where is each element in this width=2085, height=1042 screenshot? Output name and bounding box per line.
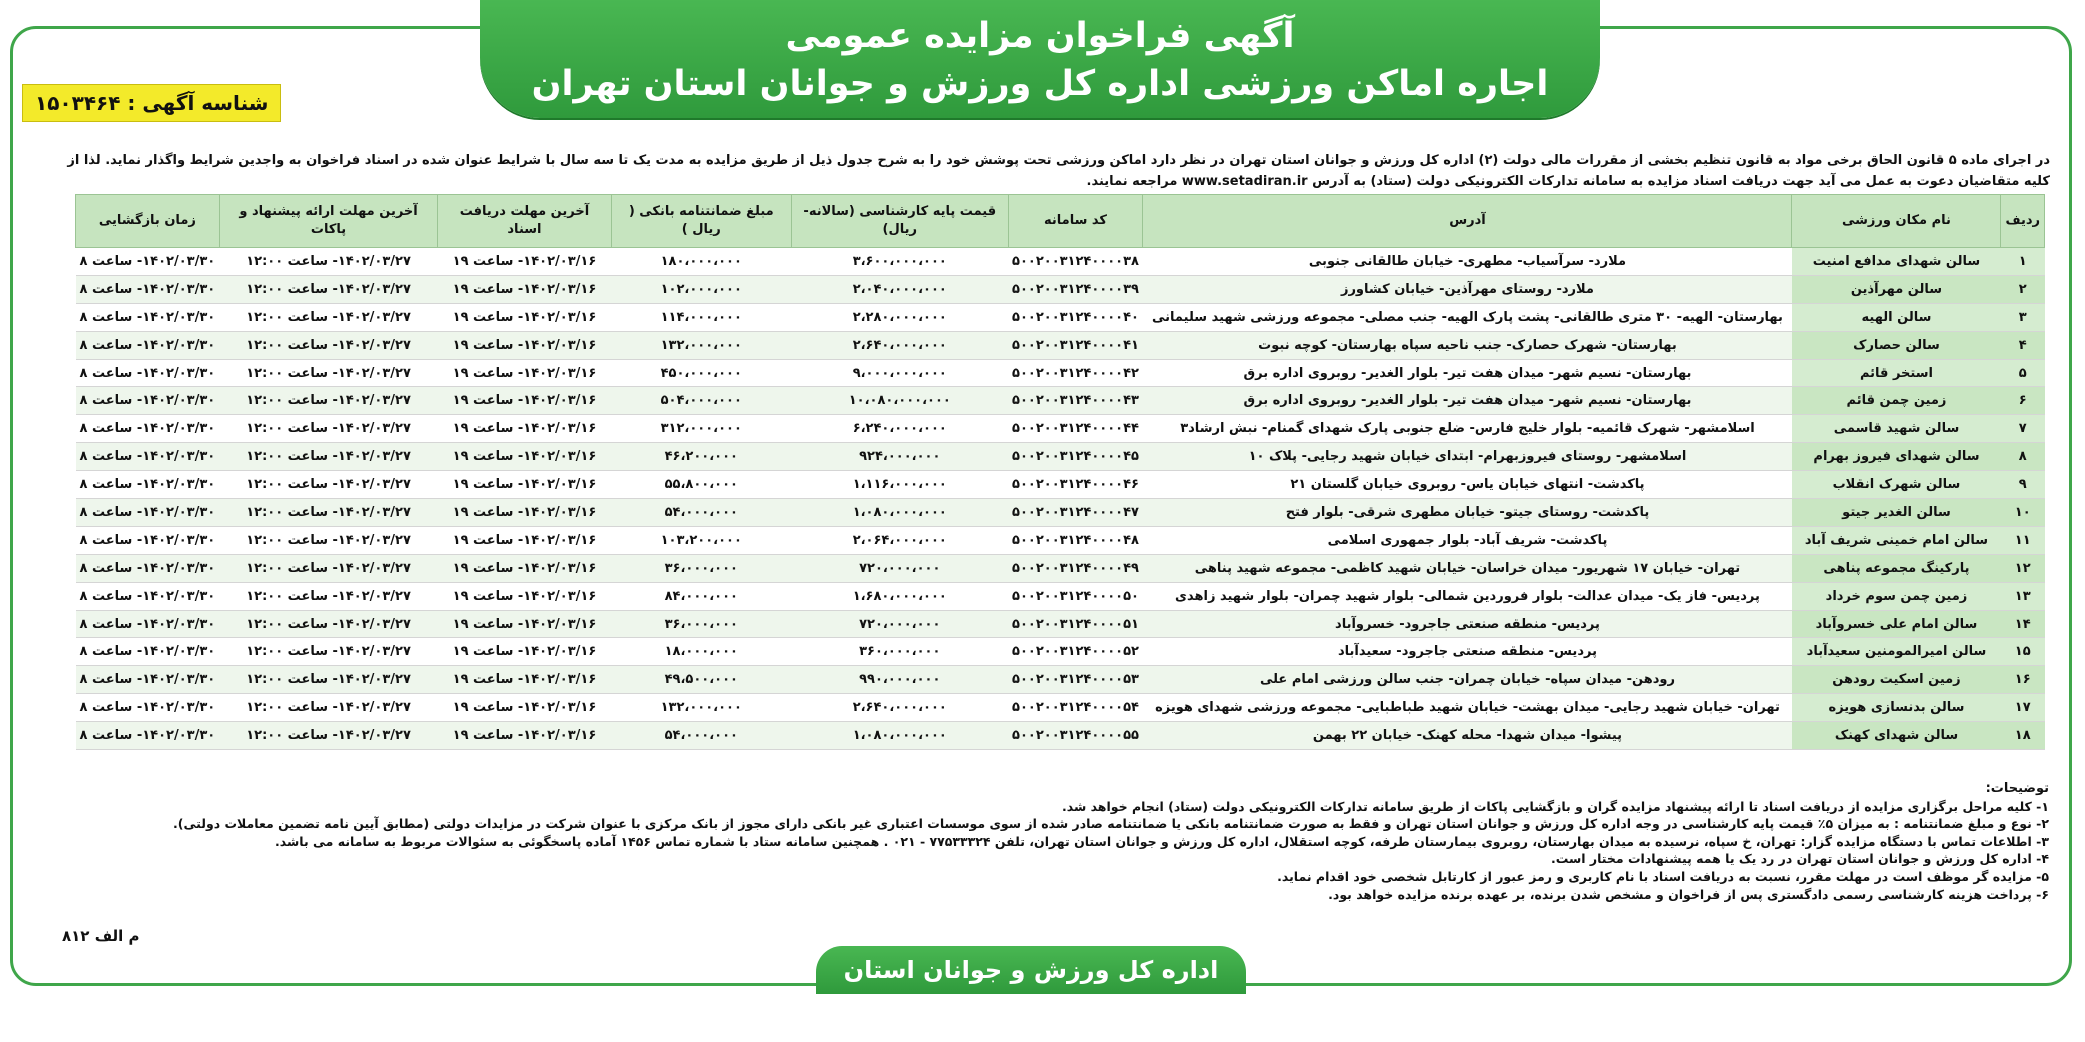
row-num: ۱۶ [2001,666,2045,694]
opening-time: ۱۴۰۲/۰۳/۳۰- ساعت ۸ [76,359,220,387]
offer-deadline: ۱۴۰۲/۰۳/۲۷- ساعت ۱۲:۰۰ [219,331,438,359]
system-code: ۵۰۰۲۰۰۳۱۲۴۰۰۰۰۵۵ [1008,722,1143,750]
opening-time: ۱۴۰۲/۰۳/۳۰- ساعت ۸ [76,694,220,722]
offer-deadline: ۱۴۰۲/۰۳/۲۷- ساعت ۱۲:۰۰ [219,471,438,499]
row-num: ۱۲ [2001,554,2045,582]
doc-deadline: ۱۴۰۲/۰۳/۱۶- ساعت ۱۹ [438,471,611,499]
base-price: ۳،۶۰۰،۰۰۰،۰۰۰ [792,248,1008,276]
note-item: ۴- اداره کل ورزش و جوانان استان تهران در رد یک یا همه پیشنهادات مختار است. [1550,851,2049,867]
table-row [76,443,2045,471]
table-header-row [76,195,2045,248]
guarantee-amount: ۱۸۰،۰۰۰،۰۰۰ [611,248,792,276]
venue-name: سالن امام علی خسروآباد [1792,610,2001,638]
system-code: ۵۰۰۲۰۰۳۱۲۴۰۰۰۰۴۴ [1008,415,1143,443]
table-row [76,359,2045,387]
col-price: قیمت پایه کارشناسی (سالانه-ریال) [792,195,1008,248]
offer-deadline: ۱۴۰۲/۰۳/۲۷- ساعت ۱۲:۰۰ [219,443,438,471]
venue-address: پاکدشت- انتهای خیابان یاس- روبروی خیابان گلستان ۲۱ [1143,471,1792,499]
row-num: ۱۳ [2001,582,2045,610]
row-num: ۱۴ [2001,610,2045,638]
venue-address: پردیس- منطقه صنعتی جاجرود- سعیدآباد [1143,638,1792,666]
venue-name: سالن مهرآذین [1792,275,2001,303]
base-price: ۱،۶۸۰،۰۰۰،۰۰۰ [792,582,1008,610]
col-name: نام مکان ورزشی [1792,195,2001,248]
table-row [76,331,2045,359]
system-code: ۵۰۰۲۰۰۳۱۲۴۰۰۰۰۴۷ [1008,499,1143,527]
opening-time: ۱۴۰۲/۰۳/۳۰- ساعت ۸ [76,248,220,276]
base-price: ۲،۰۶۴،۰۰۰،۰۰۰ [792,526,1008,554]
col-code: کد سامانه [1008,195,1143,248]
opening-time: ۱۴۰۲/۰۳/۳۰- ساعت ۸ [76,275,220,303]
base-price: ۱،۰۸۰،۰۰۰،۰۰۰ [792,722,1008,750]
venue-address: بهارستان- نسیم شهر- میدان هفت تیر- بلوار الغدیر- روبروی اداره برق [1143,359,1792,387]
offer-deadline: ۱۴۰۲/۰۳/۲۷- ساعت ۱۲:۰۰ [219,526,438,554]
table-row [76,638,2045,666]
venue-name: سالن امیرالمومنین سعیدآباد [1792,638,2001,666]
venue-name: سالن الغدیر جیتو [1792,499,2001,527]
doc-deadline: ۱۴۰۲/۰۳/۱۶- ساعت ۱۹ [438,722,611,750]
system-code: ۵۰۰۲۰۰۳۱۲۴۰۰۰۰۵۰ [1008,582,1143,610]
base-price: ۶،۲۴۰،۰۰۰،۰۰۰ [792,415,1008,443]
venue-address: ملارد- سرآسیاب- مطهری- خیابان طالقانی جنوبی [1143,248,1792,276]
note-item: ۲- نوع و مبلغ ضمانتنامه : به میزان ۵٪ قیمت پایه کارشناسی در وجه اداره کل ورزش و جوانان استان تهران و فقط به صورت ضمانتنامه بانکی یا ضمانتنامه صادر شده از سوی موسسات اعتباری غیر بانکی دارای مجوز از بانک مرکزی با عنوان شرکت در مزایدات دولتی (مطابق آیین نامه تضمین معاملات دولتی). [173,816,2049,832]
venue-name: سالن شهرک انقلاب [1792,471,2001,499]
row-num: ۵ [2001,359,2045,387]
venue-address: پردیس- فاز یک- میدان عدالت- بلوار فروردین شمالی- بلوار شهید چمران- بلوار شهید زاهدی [1143,582,1792,610]
row-num: ۹ [2001,471,2045,499]
reference-code: م الف ۸۱۲ [62,927,140,945]
system-code: ۵۰۰۲۰۰۳۱۲۴۰۰۰۰۴۰ [1008,303,1143,331]
guarantee-amount: ۱۱۴،۰۰۰،۰۰۰ [611,303,792,331]
row-num: ۱۷ [2001,694,2045,722]
table-row [76,582,2045,610]
offer-deadline: ۱۴۰۲/۰۳/۲۷- ساعت ۱۲:۰۰ [219,722,438,750]
base-price: ۹۲۴،۰۰۰،۰۰۰ [792,443,1008,471]
table-row [76,694,2045,722]
opening-time: ۱۴۰۲/۰۳/۳۰- ساعت ۸ [76,610,220,638]
venue-address: ملارد- روستای مهرآذین- خیابان کشاورز [1143,275,1792,303]
col-doc-deadline: آخرین مهلت دریافت اسناد [438,195,611,248]
offer-deadline: ۱۴۰۲/۰۳/۲۷- ساعت ۱۲:۰۰ [219,666,438,694]
system-code: ۵۰۰۲۰۰۳۱۲۴۰۰۰۰۴۸ [1008,526,1143,554]
table-row [76,499,2045,527]
notes-title: توضیحات: [1985,781,2049,796]
table-row [76,387,2045,415]
row-num: ۱۸ [2001,722,2045,750]
venues-table [75,194,2045,750]
row-num: ۱۰ [2001,499,2045,527]
system-code: ۵۰۰۲۰۰۳۱۲۴۰۰۰۰۴۱ [1008,331,1143,359]
col-guarantee: مبلغ ضمانتنامه بانکی ( ریال ) [611,195,792,248]
opening-time: ۱۴۰۲/۰۳/۳۰- ساعت ۸ [76,554,220,582]
opening-time: ۱۴۰۲/۰۳/۳۰- ساعت ۸ [76,471,220,499]
base-price: ۲،۶۴۰،۰۰۰،۰۰۰ [792,331,1008,359]
offer-deadline: ۱۴۰۲/۰۳/۲۷- ساعت ۱۲:۰۰ [219,387,438,415]
notice-subtitle: اجاره اماکن ورزشی اداره کل ورزش و جوانان استان تهران [531,64,1549,104]
venue-name: پارکینگ مجموعه پناهی [1792,554,2001,582]
system-code: ۵۰۰۲۰۰۳۱۲۴۰۰۰۰۵۲ [1008,638,1143,666]
base-price: ۱،۰۸۰،۰۰۰،۰۰۰ [792,499,1008,527]
doc-deadline: ۱۴۰۲/۰۳/۱۶- ساعت ۱۹ [438,499,611,527]
opening-time: ۱۴۰۲/۰۳/۳۰- ساعت ۸ [76,415,220,443]
offer-deadline: ۱۴۰۲/۰۳/۲۷- ساعت ۱۲:۰۰ [219,554,438,582]
offer-deadline: ۱۴۰۲/۰۳/۲۷- ساعت ۱۲:۰۰ [219,275,438,303]
venue-name: سالن شهدای کهنک [1792,722,2001,750]
doc-deadline: ۱۴۰۲/۰۳/۱۶- ساعت ۱۹ [438,638,611,666]
doc-deadline: ۱۴۰۲/۰۳/۱۶- ساعت ۱۹ [438,331,611,359]
offer-deadline: ۱۴۰۲/۰۳/۲۷- ساعت ۱۲:۰۰ [219,638,438,666]
venue-address: اسلامشهر- شهرک قائمیه- بلوار خلیج فارس- ضلع جنوبی پارک شهدای گمنام- نبش ارشاد۳ [1143,415,1792,443]
note-item: ۱- کلیه مراحل برگزاری مزایده از دریافت اسناد تا ارائه پیشنهاد مزایده گران و بازگشایی پاکات از طریق سامانه تدارکات الکترونیکی دولت (ستاد) انجام خواهد شد. [1061,798,2049,814]
system-code: ۵۰۰۲۰۰۳۱۲۴۰۰۰۰۴۵ [1008,443,1143,471]
col-num: ردیف [2001,195,2045,248]
row-num: ۷ [2001,415,2045,443]
guarantee-amount: ۱۰۲،۰۰۰،۰۰۰ [611,275,792,303]
doc-deadline: ۱۴۰۲/۰۳/۱۶- ساعت ۱۹ [438,666,611,694]
guarantee-amount: ۵۰۴،۰۰۰،۰۰۰ [611,387,792,415]
doc-deadline: ۱۴۰۲/۰۳/۱۶- ساعت ۱۹ [438,275,611,303]
note-item: ۶- پرداخت هزینه کارشناسی رسمی دادگستری پس از فراخوان و مشخص شدن برنده، بر عهده برنده مزایده خواهد بود. [1328,886,2049,902]
doc-deadline: ۱۴۰۲/۰۳/۱۶- ساعت ۱۹ [438,387,611,415]
opening-time: ۱۴۰۲/۰۳/۳۰- ساعت ۸ [76,526,220,554]
guarantee-amount: ۱۳۲،۰۰۰،۰۰۰ [611,694,792,722]
opening-time: ۱۴۰۲/۰۳/۳۰- ساعت ۸ [76,331,220,359]
venue-address: پیشوا- میدان شهدا- محله کهنک- خیابان ۲۲ بهمن [1143,722,1792,750]
system-code: ۵۰۰۲۰۰۳۱۲۴۰۰۰۰۵۳ [1008,666,1143,694]
doc-deadline: ۱۴۰۲/۰۳/۱۶- ساعت ۱۹ [438,582,611,610]
venue-address: رودهن- میدان سپاه- خیابان چمران- جنب سالن ورزشی امام علی [1143,666,1792,694]
venue-name: زمین چمن قائم [1792,387,2001,415]
system-code: ۵۰۰۲۰۰۳۱۲۴۰۰۰۰۵۴ [1008,694,1143,722]
doc-deadline: ۱۴۰۲/۰۳/۱۶- ساعت ۱۹ [438,526,611,554]
doc-deadline: ۱۴۰۲/۰۳/۱۶- ساعت ۱۹ [438,554,611,582]
table-row [76,666,2045,694]
doc-deadline: ۱۴۰۲/۰۳/۱۶- ساعت ۱۹ [438,694,611,722]
venue-name: سالن شهدای مدافع امنیت [1792,248,2001,276]
system-code: ۵۰۰۲۰۰۳۱۲۴۰۰۰۰۳۹ [1008,275,1143,303]
system-code: ۵۰۰۲۰۰۳۱۲۴۰۰۰۰۴۳ [1008,387,1143,415]
opening-time: ۱۴۰۲/۰۳/۳۰- ساعت ۸ [76,303,220,331]
base-price: ۲،۲۸۰،۰۰۰،۰۰۰ [792,303,1008,331]
guarantee-amount: ۱۰۳،۲۰۰،۰۰۰ [611,526,792,554]
guarantee-amount: ۴۹،۵۰۰،۰۰۰ [611,666,792,694]
opening-time: ۱۴۰۲/۰۳/۳۰- ساعت ۸ [76,638,220,666]
base-price: ۱۰،۰۸۰،۰۰۰،۰۰۰ [792,387,1008,415]
ad-id-badge: شناسه آگهی : ۱۵۰۳۴۶۴ [22,84,281,122]
table-row [76,415,2045,443]
doc-deadline: ۱۴۰۲/۰۳/۱۶- ساعت ۱۹ [438,303,611,331]
base-price: ۹،۰۰۰،۰۰۰،۰۰۰ [792,359,1008,387]
offer-deadline: ۱۴۰۲/۰۳/۲۷- ساعت ۱۲:۰۰ [219,499,438,527]
system-code: ۵۰۰۲۰۰۳۱۲۴۰۰۰۰۵۱ [1008,610,1143,638]
guarantee-amount: ۱۳۲،۰۰۰،۰۰۰ [611,331,792,359]
opening-time: ۱۴۰۲/۰۳/۳۰- ساعت ۸ [76,387,220,415]
venue-name: زمین اسکیت رودهن [1792,666,2001,694]
guarantee-amount: ۱۸،۰۰۰،۰۰۰ [611,638,792,666]
system-code: ۵۰۰۲۰۰۳۱۲۴۰۰۰۰۴۶ [1008,471,1143,499]
table-row [76,275,2045,303]
venue-name: سالن امام خمینی شریف آباد [1792,526,2001,554]
venue-address: بهارستان- شهرک حصارک- جنب ناحیه سپاه بهارستان- کوچه نبوت [1143,331,1792,359]
venue-name: سالن الهیه [1792,303,2001,331]
row-num: ۸ [2001,443,2045,471]
opening-time: ۱۴۰۲/۰۳/۳۰- ساعت ۸ [76,722,220,750]
venue-name: سالن شهید قاسمی [1792,415,2001,443]
header-banner [480,0,1600,118]
venue-address: پاکدشت- شریف آباد- بلوار جمهوری اسلامی [1143,526,1792,554]
base-price: ۲،۰۴۰،۰۰۰،۰۰۰ [792,275,1008,303]
col-offer-deadline: آخرین مهلت ارائه پیشنهاد و پاکات [219,195,438,248]
guarantee-amount: ۳۶،۰۰۰،۰۰۰ [611,554,792,582]
table-row [76,554,2045,582]
venue-name: سالن شهدای فیروز بهرام [1792,443,2001,471]
guarantee-amount: ۴۶،۲۰۰،۰۰۰ [611,443,792,471]
row-num: ۲ [2001,275,2045,303]
col-opening: زمان بازگشایی [76,195,220,248]
footer-banner: اداره کل ورزش و جوانان استان تهران [816,946,1246,994]
venue-address: پردیس- منطقه صنعتی جاجرود- خسروآباد [1143,610,1792,638]
venue-address: تهران- خیابان ۱۷ شهریور- میدان خراسان- خیابان شهید کاظمی- مجموعه شهید پناهی [1143,554,1792,582]
row-num: ۶ [2001,387,2045,415]
opening-time: ۱۴۰۲/۰۳/۳۰- ساعت ۸ [76,499,220,527]
table-row [76,471,2045,499]
row-num: ۱۱ [2001,526,2045,554]
guarantee-amount: ۵۴،۰۰۰،۰۰۰ [611,499,792,527]
table-row [76,526,2045,554]
offer-deadline: ۱۴۰۲/۰۳/۲۷- ساعت ۱۲:۰۰ [219,694,438,722]
notice-title: آگهی فراخوان مزایده عمومی [785,16,1295,56]
venue-address: تهران- خیابان شهید رجایی- میدان بهشت- خیابان شهید طباطبایی- مجموعه ورزشی شهدای هویزه [1143,694,1792,722]
venue-address: بهارستان- الهیه- ۳۰ متری طالقانی- پشت پارک الهیه- جنب مصلی- مجموعه ورزشی شهید سلیمانی [1143,303,1792,331]
doc-deadline: ۱۴۰۲/۰۳/۱۶- ساعت ۱۹ [438,359,611,387]
doc-deadline: ۱۴۰۲/۰۳/۱۶- ساعت ۱۹ [438,248,611,276]
venue-name: استخر قائم [1792,359,2001,387]
row-num: ۳ [2001,303,2045,331]
venue-name: سالن حصارک [1792,331,2001,359]
system-code: ۵۰۰۲۰۰۳۱۲۴۰۰۰۰۴۹ [1008,554,1143,582]
doc-deadline: ۱۴۰۲/۰۳/۱۶- ساعت ۱۹ [438,415,611,443]
guarantee-amount: ۴۵۰،۰۰۰،۰۰۰ [611,359,792,387]
venue-address: پاکدشت- روستای جیتو- خیابان مطهری شرقی- بلوار فتح [1143,499,1792,527]
opening-time: ۱۴۰۲/۰۳/۳۰- ساعت ۸ [76,666,220,694]
table-row [76,722,2045,750]
guarantee-amount: ۵۴،۰۰۰،۰۰۰ [611,722,792,750]
table-row [76,248,2045,276]
venue-address: بهارستان- نسیم شهر- میدان هفت تیر- بلوار الغدیر- روبروی اداره برق [1143,387,1792,415]
offer-deadline: ۱۴۰۲/۰۳/۲۷- ساعت ۱۲:۰۰ [219,415,438,443]
base-price: ۱،۱۱۶،۰۰۰،۰۰۰ [792,471,1008,499]
guarantee-amount: ۳۱۲،۰۰۰،۰۰۰ [611,415,792,443]
row-num: ۱ [2001,248,2045,276]
base-price: ۷۲۰،۰۰۰،۰۰۰ [792,554,1008,582]
offer-deadline: ۱۴۰۲/۰۳/۲۷- ساعت ۱۲:۰۰ [219,248,438,276]
venue-name: زمین چمن سوم خرداد [1792,582,2001,610]
offer-deadline: ۱۴۰۲/۰۳/۲۷- ساعت ۱۲:۰۰ [219,610,438,638]
base-price: ۲،۶۴۰،۰۰۰،۰۰۰ [792,694,1008,722]
offer-deadline: ۱۴۰۲/۰۳/۲۷- ساعت ۱۲:۰۰ [219,582,438,610]
doc-deadline: ۱۴۰۲/۰۳/۱۶- ساعت ۱۹ [438,610,611,638]
opening-time: ۱۴۰۲/۰۳/۳۰- ساعت ۸ [76,582,220,610]
table-row [76,303,2045,331]
notes-section [59,780,2049,903]
base-price: ۷۲۰،۰۰۰،۰۰۰ [792,610,1008,638]
guarantee-amount: ۵۵،۸۰۰،۰۰۰ [611,471,792,499]
row-num: ۱۵ [2001,638,2045,666]
intro-paragraph: در اجرای ماده ۵ قانون الحاق برخی مواد به قانون تنظیم بخشی از مقررات مالی دولت (۲) اداره کل ورزش و جوانان استان تهران در نظر دارد اماکن ورزشی تحت پوشش خود را به شرح جدول ذیل از طریق مزایده به مدت یک تا سه سال با شرایط عنوان شده در اسناد فراخوان به واجدین شرایط واگذار نماید. لذا از کلیه متقاضیان دعوت به عمل می آید جهت دریافت اسناد مزایده به سامانه تدارکات الکترونیکی دولت (ستاد) به آدرس www.setadiran.ir مراجعه نمایند. [67,153,2050,189]
offer-deadline: ۱۴۰۲/۰۳/۲۷- ساعت ۱۲:۰۰ [219,303,438,331]
guarantee-amount: ۸۴،۰۰۰،۰۰۰ [611,582,792,610]
guarantee-amount: ۳۶،۰۰۰،۰۰۰ [611,610,792,638]
system-code: ۵۰۰۲۰۰۳۱۲۴۰۰۰۰۴۲ [1008,359,1143,387]
note-item: ۵- مزایده گر موظف است در مهلت مقرر، نسبت به دریافت اسناد با نام کاربری و رمز عبور از کارتابل شخصی خود اقدام نماید. [1277,868,2049,884]
row-num: ۴ [2001,331,2045,359]
base-price: ۳۶۰،۰۰۰،۰۰۰ [792,638,1008,666]
col-address: آدرس [1143,195,1792,248]
venue-address: اسلامشهر- روستای فیروزبهرام- ابتدای خیابان شهید رجایی- پلاک ۱۰ [1143,443,1792,471]
system-code: ۵۰۰۲۰۰۳۱۲۴۰۰۰۰۳۸ [1008,248,1143,276]
base-price: ۹۹۰،۰۰۰،۰۰۰ [792,666,1008,694]
doc-deadline: ۱۴۰۲/۰۳/۱۶- ساعت ۱۹ [438,443,611,471]
table-row [76,610,2045,638]
venue-name: سالن بدنسازی هویزه [1792,694,2001,722]
offer-deadline: ۱۴۰۲/۰۳/۲۷- ساعت ۱۲:۰۰ [219,359,438,387]
opening-time: ۱۴۰۲/۰۳/۳۰- ساعت ۸ [76,443,220,471]
note-item: ۳- اطلاعات تماس با دستگاه مزایده گزار: تهران، خ سپاه، نرسیده به میدان بهارستان، روبروی بیمارستان طرفه، کوچه استقلال، اداره کل ورزش و جوانان استان تهران، تلفن ۷۷۵۳۳۳۲۴ - ۰۲۱ . همچنین سامانه ستاد با شماره تماس ۱۴۵۶ آماده پاسخگوئی به سئوالات مربوط به سامانه می باشد. [275,833,2049,849]
